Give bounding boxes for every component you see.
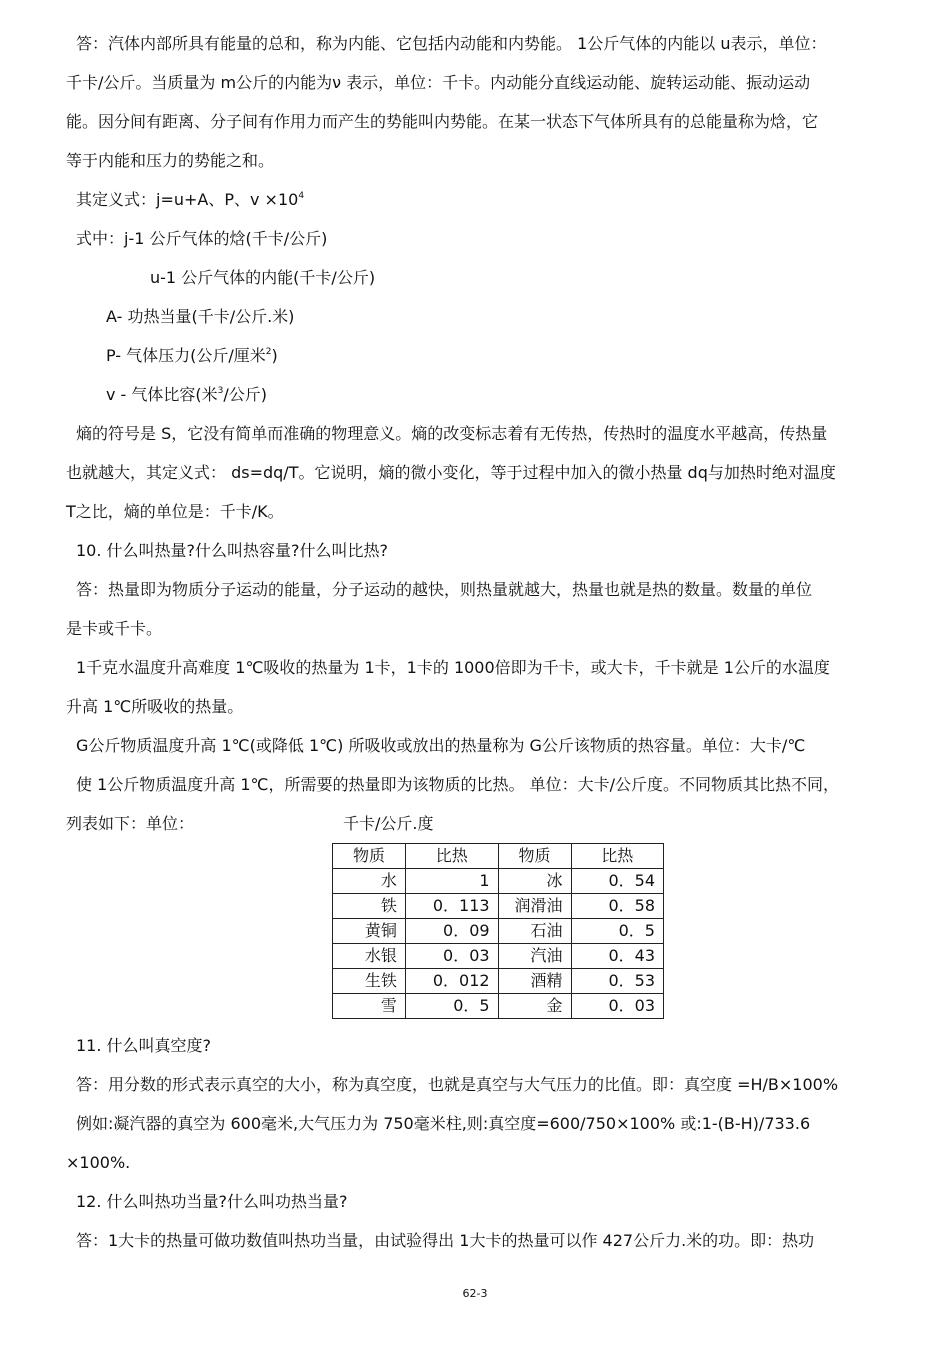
specific-heat-cell: 0．09 [405, 919, 498, 944]
superscript: 4 [298, 191, 305, 201]
substance-cell: 水 [333, 869, 406, 894]
substance-cell: 黄铜 [333, 919, 406, 944]
text-line: 也就越大，其定义式： ds=dq/T。它说明，熵的微小变化，等于过程中加入的微小热量 dq与加热时绝对温度 [66, 463, 836, 482]
table-row [333, 969, 664, 994]
text-line: 1千克水温度升高难度 1℃吸收的热量为 1卡，1卡的 1000倍即为千卡，或大卡，千卡就是 1公斤的水温度 [76, 658, 830, 677]
column-header: 比热 [571, 844, 663, 869]
specific-heat-cell: 0．012 [405, 969, 498, 994]
table-row [333, 894, 664, 919]
substance-cell: 冰 [498, 869, 571, 894]
specific-heat-cell: 0．5 [405, 994, 498, 1019]
specific-heat-cell: 0．43 [571, 944, 663, 969]
column-header: 比热 [405, 844, 498, 869]
specific-heat-cell: 0．54 [571, 869, 663, 894]
text-line: 能。因分间有距离、分子间有作用力而产生的势能叫内势能。在某一状态下气体所具有的总能量称为焓，它 [66, 112, 819, 131]
text-line: 例如:凝汽器的真空为 600毫米,大气压力为 750毫米柱,则:真空度=600/750×100% 或:1-(B-H)/733.6 [76, 1114, 811, 1133]
text-line: 列表如下：单位： [66, 814, 195, 833]
substance-cell: 酒精 [498, 969, 571, 994]
text-line: ×100%. [66, 1153, 131, 1172]
text-line: 熵的符号是 S，它没有简单而准确的物理意义。熵的改变标志着有无传热，传热时的温度水平越高，传热量 [76, 424, 828, 443]
text-line: P- 气体压力(公斤/厘米$^2$) [106, 346, 278, 365]
text-line: G公斤物质温度升高 1℃(或降低 1℃) 所吸收或放出的热量称为 G公斤该物质的热容量。单位：大卡/℃ [76, 736, 806, 755]
specific-heat-cell: 0．03 [571, 994, 663, 1019]
column-header: 物质 [498, 844, 571, 869]
substance-cell: 生铁 [333, 969, 406, 994]
specific-heat-cell: 0．5 [571, 919, 663, 944]
substance-cell: 石油 [498, 919, 571, 944]
table-row [333, 944, 664, 969]
table-row [333, 869, 664, 894]
specific-heat-cell: 0．53 [571, 969, 663, 994]
substance-cell: 金 [498, 994, 571, 1019]
text-line: 升高 1℃所吸收的热量。 [66, 697, 244, 716]
question-heading: 10. 什么叫热量?什么叫热容量?什么叫比热? [76, 541, 389, 560]
text-line: 答：1大卡的热量可做功数值叫热功当量，由试验得出 1大卡的热量可以作 427公斤力.米的功。即：热功 [76, 1231, 815, 1250]
text-line: T之比，熵的单位是：千卡/K。 [66, 502, 284, 521]
specific-heat-table [332, 843, 664, 1019]
table-row [333, 919, 664, 944]
text-line: 使 1公斤物质温度升高 1℃，所需要的热量即为该物质的比热。 单位：大卡/公斤度。不同物质其比热不同， [76, 775, 839, 794]
text-line: 其定义式：j=u+A、P、$v \times 10^4$ [76, 190, 305, 209]
column-header: 物质 [333, 844, 406, 869]
specific-heat-cell: 0．58 [571, 894, 663, 919]
text-line: 是卡或千卡。 [66, 619, 163, 638]
table-row [333, 994, 664, 1019]
text-line: A- 功热当量(千卡/公斤.米) [106, 307, 295, 326]
superscript: 3 [217, 386, 224, 396]
text-line: u-1 公斤气体的内能(千卡/公斤) [150, 268, 376, 287]
substance-cell: 汽油 [498, 944, 571, 969]
text-line: 答：热量即为物质分子运动的能量，分子运动的越快，则热量就越大，热量也就是热的数量。数量的单位 [76, 580, 813, 599]
specific-heat-cell: 0．03 [405, 944, 498, 969]
specific-heat-cell: 0．113 [405, 894, 498, 919]
page-number: 62-3 [462, 1287, 488, 1300]
text-line: 答：用分数的形式表示真空的大小，称为真空度，也就是真空与大气压力的比值。即：真空度 =H/B×100% [76, 1075, 839, 1094]
question-heading: 11. 什么叫真空度? [76, 1036, 212, 1055]
substance-cell: 雪 [333, 994, 406, 1019]
substance-cell: 铁 [333, 894, 406, 919]
table-header-row [333, 844, 664, 869]
specific-heat-cell: 1 [405, 869, 498, 894]
text-line: 千卡/公斤。当质量为 m公斤的内能为ν 表示，单位：千卡。内动能分直线运动能、旋转运动能、振动运动 [66, 73, 811, 92]
substance-cell: 水银 [333, 944, 406, 969]
table-unit-label: 千卡/公斤.度 [343, 814, 434, 833]
substance-cell: 润滑油 [498, 894, 571, 919]
text-line: 式中：j-1 公斤气体的焓(千卡/公斤) [76, 229, 328, 248]
text-line: 答：汽体内部所具有能量的总和，称为内能、它包括内动能和内势能。 1公斤气体的内能以 u表示，单位： [76, 34, 827, 53]
superscript: 2 [265, 347, 272, 357]
text-line: 等于内能和压力的势能之和。 [66, 151, 275, 170]
question-heading: 12. 什么叫热功当量?什么叫功热当量? [76, 1192, 348, 1211]
text-line: v - 气体比容(米$^3$/公斤) [106, 385, 268, 404]
